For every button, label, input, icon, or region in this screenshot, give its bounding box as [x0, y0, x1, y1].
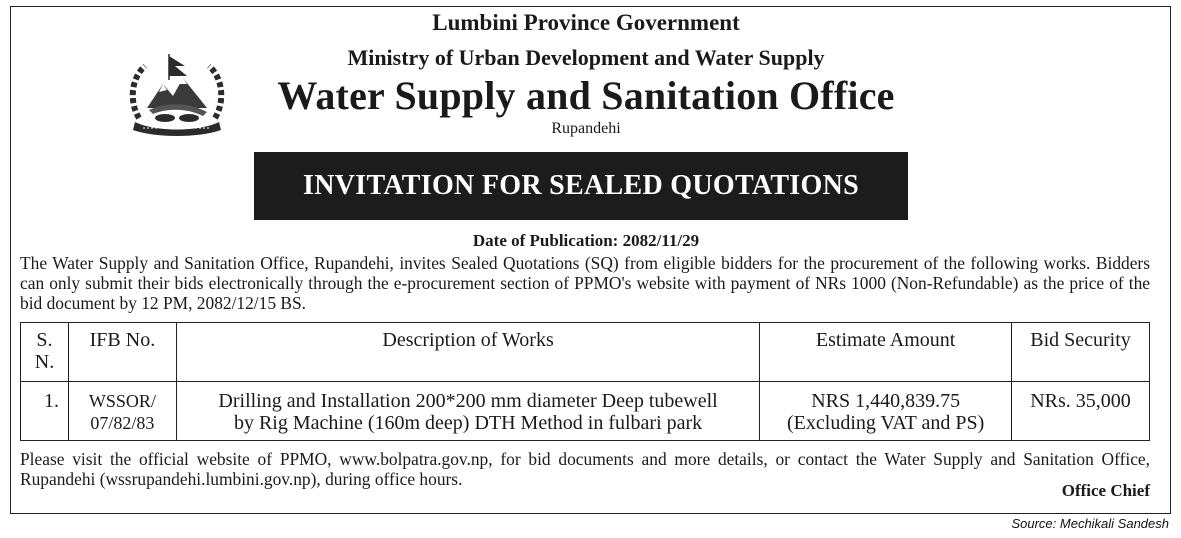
cell-ifb — [68, 382, 176, 441]
table-row — [21, 382, 1150, 441]
header-description: Description of Works — [176, 323, 759, 382]
cell-estimate-line2: (Excluding VAT and PS) — [787, 412, 985, 434]
contact-paragraph: Please visit the official website of PPMO, www.bolpatra.gov.np, for bid documents and more details, or contact the Water Supply and Sanitation Office, Rupandehi (wssrupandehi.lumbini.gov.np), during office hours. — [20, 449, 1150, 489]
works-table — [20, 322, 1150, 441]
intro-paragraph: The Water Supply and Sanitation Office, Rupandehi, invites Sealed Quotations (SQ) from eligible bidders for the procurement of the following works. Bidders can only submit their bids electronically through the e-procurement section of PPMO's website with payment of NRs 1000 (Non-Refundable) as the price of the bid document by 12 PM, 2082/12/15 BS. — [20, 253, 1150, 313]
notice-title: INVITATION FOR SEALED QUOTATIONS — [303, 170, 859, 201]
table-header-row — [21, 323, 1150, 382]
cell-sn: 1. — [21, 382, 69, 441]
header-sn — [21, 323, 69, 382]
publication-date: Date of Publication: 2082/11/29 — [472, 231, 700, 250]
header-estimate: Estimate Amount — [760, 323, 1012, 382]
cell-ifb-line2: 07/82/83 — [90, 413, 155, 433]
cell-description-line1: Drilling and Installation 200*200 mm diameter Deep tubewell — [218, 390, 718, 412]
office-name: Water Supply and Sanitation Office — [277, 73, 895, 118]
notice-title-banner — [254, 152, 908, 220]
header-sn-line1: S. — [36, 329, 53, 351]
cell-estimate — [760, 382, 1012, 441]
government-name: Lumbini Province Government — [432, 10, 740, 35]
signature: Office Chief — [1061, 481, 1150, 500]
header-bid-security: Bid Security — [1012, 323, 1150, 382]
district-name: Rupandehi — [551, 120, 621, 137]
cell-bid-security: NRs. 35,000 — [1012, 382, 1150, 441]
header-ifb: IFB No. — [68, 323, 176, 382]
ministry-name: Ministry of Urban Development and Water Supply — [347, 45, 825, 70]
cell-estimate-line1: NRS 1,440,839.75 — [811, 390, 961, 412]
source-credit: Source: Mechikali Sandesh — [1011, 516, 1169, 531]
cell-ifb-line1: WSSOR/ — [88, 391, 156, 411]
cell-description — [176, 382, 759, 441]
cell-description-line2: by Rig Machine (160m deep) DTH Method in fulbari park — [233, 412, 703, 434]
header-sn-line2: N. — [34, 351, 55, 373]
